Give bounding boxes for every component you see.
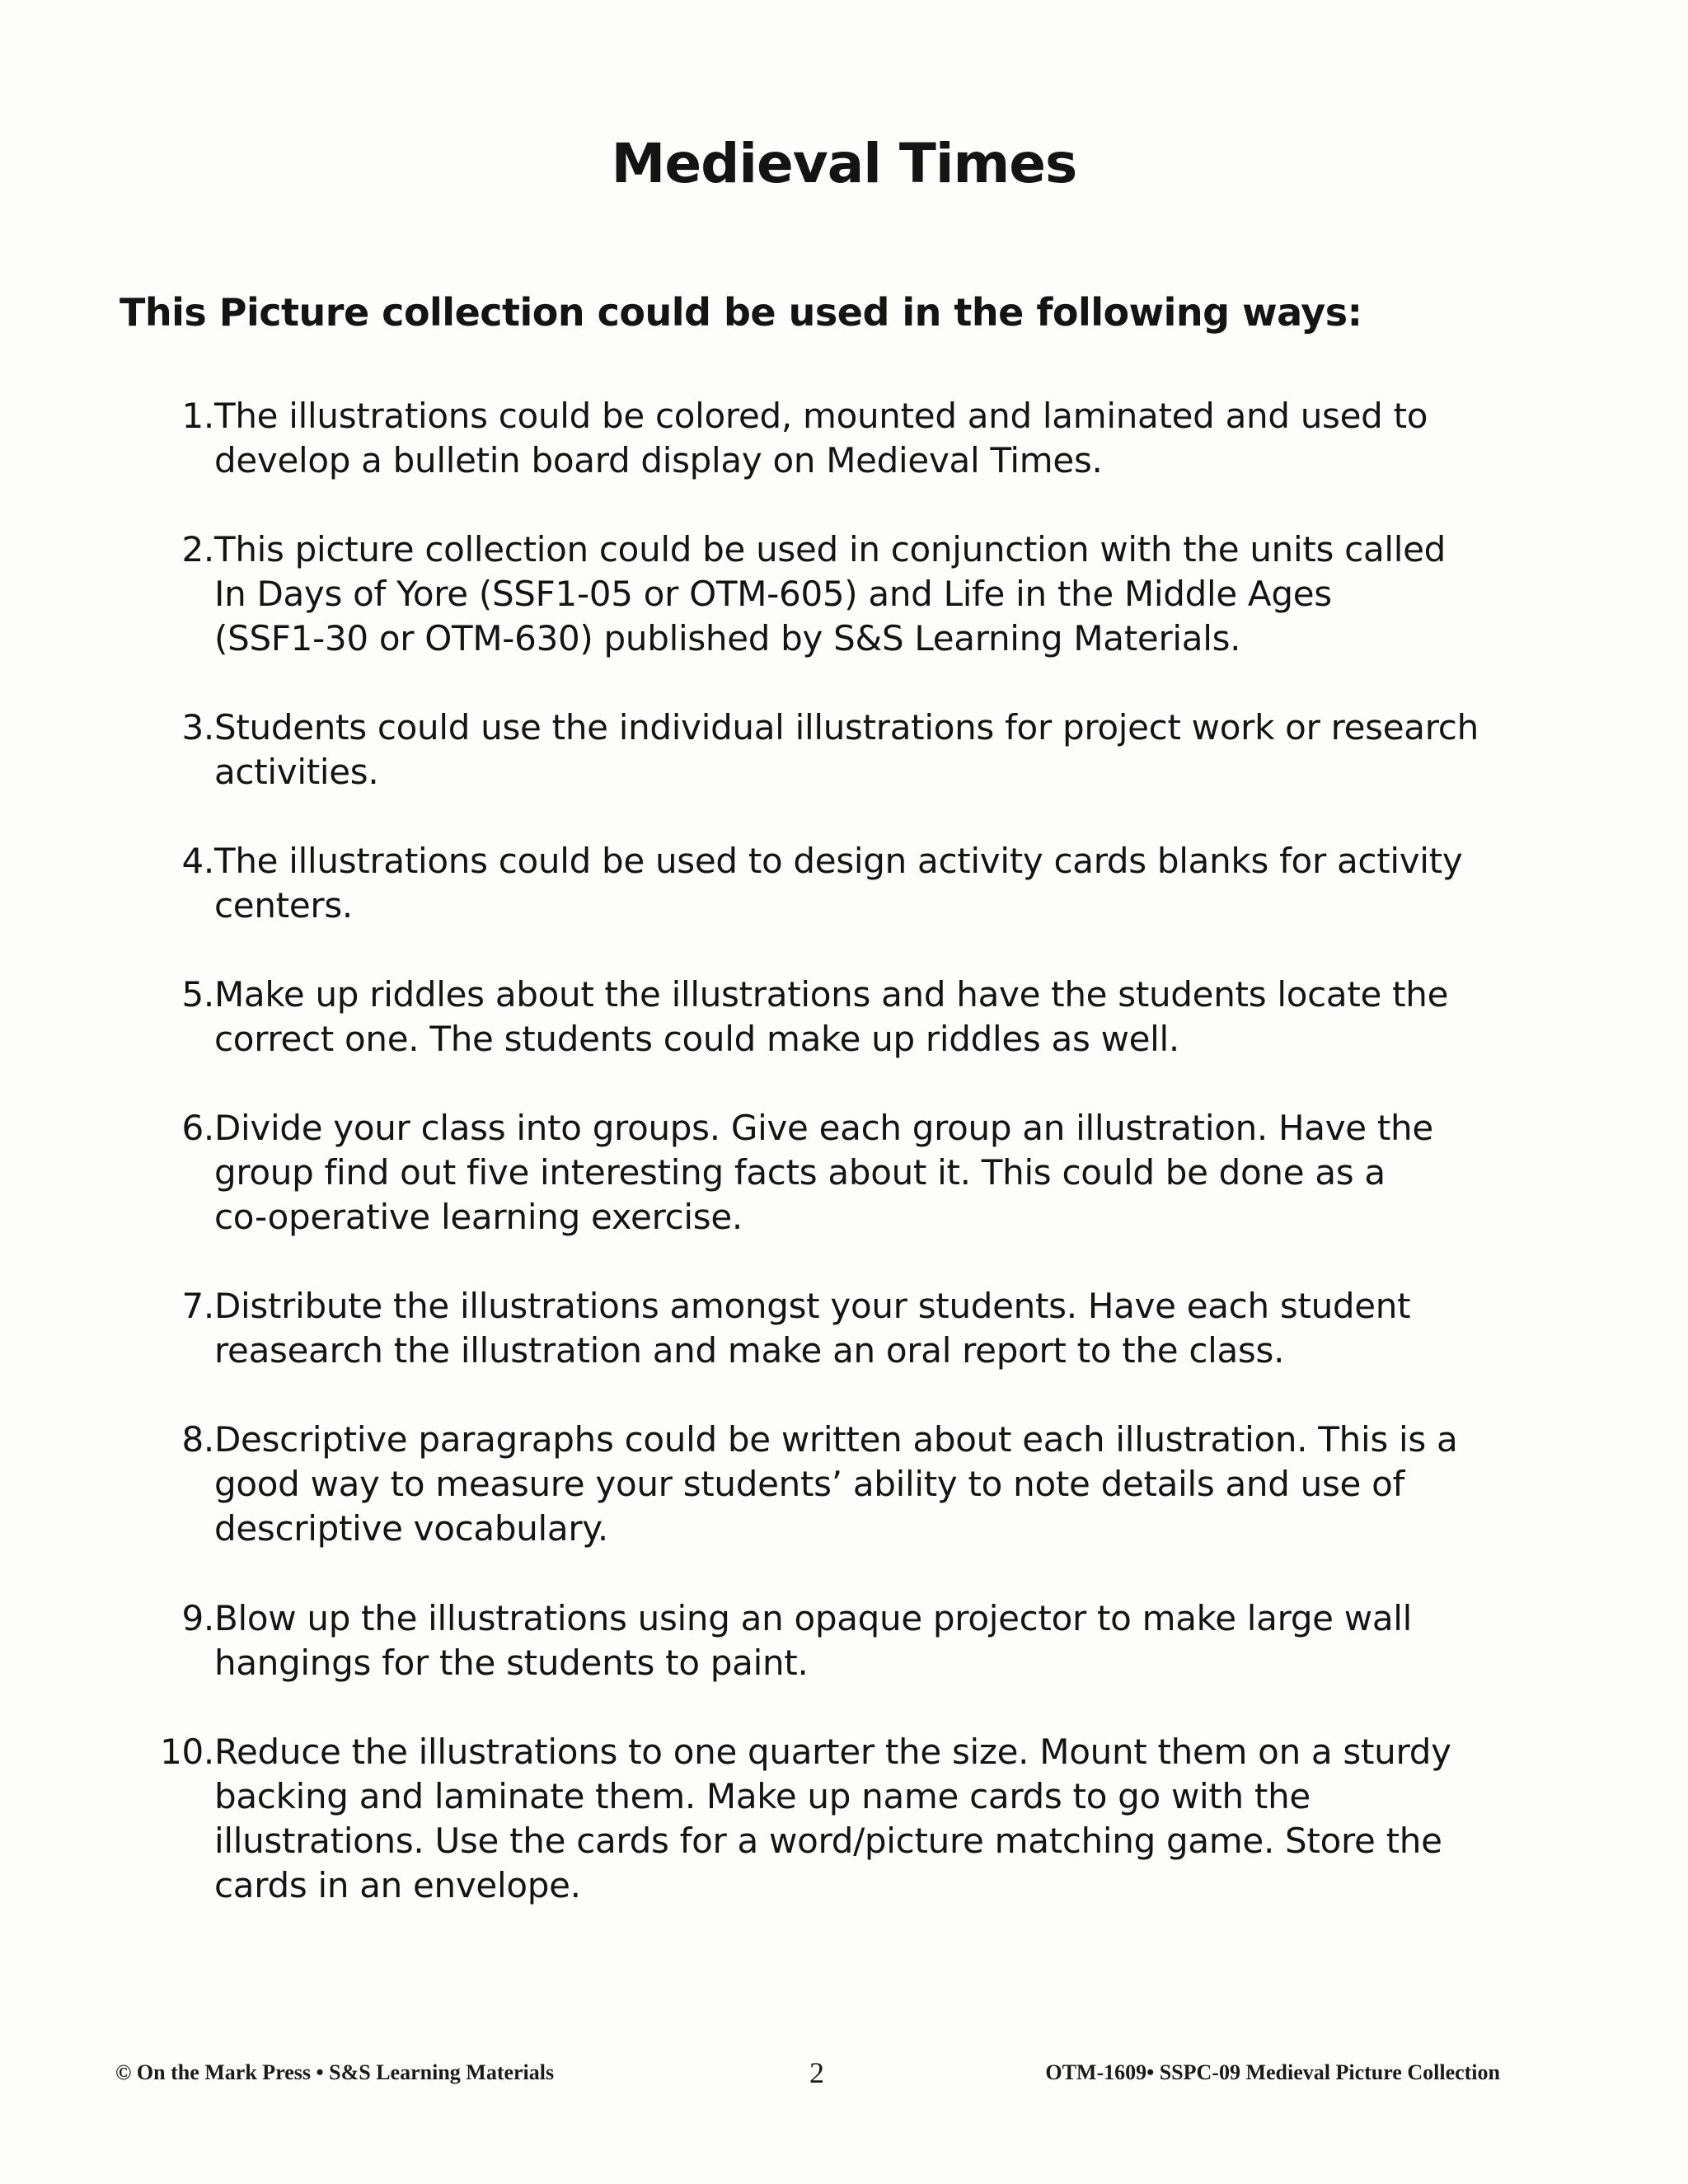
list-item-number: 4. <box>181 841 214 881</box>
list-item-text <box>214 1106 1533 1240</box>
list-item-text <box>214 527 1533 661</box>
list-item-text <box>214 972 1533 1062</box>
text-line: In Days of Yore (SSF1-05 or OTM-605) and Life in the Middle Ages <box>214 574 1332 614</box>
text-line: illustrations. Use the cards for a word/picture matching game. Store the <box>214 1821 1442 1861</box>
list-item-number: 2. <box>181 529 214 569</box>
page-title: Medieval Times <box>611 132 1077 195</box>
text-line: Descriptive paragraphs could be written about each illustration. This is a <box>214 1419 1458 1460</box>
text-line: descriptive vocabulary. <box>214 1508 608 1549</box>
text-line: (SSF1-30 or OTM-630) published by S&S Learning Materials. <box>214 618 1241 658</box>
text-line: Make up riddles about the illustrations and have the students locate the <box>214 974 1449 1015</box>
text-line: backing and laminate them. Make up name cards to go with the <box>214 1776 1311 1816</box>
text-line: The illustrations could be used to design activity cards blanks for activity <box>214 841 1463 881</box>
footer-publisher: © On the Mark Press • S&S Learning Materials <box>115 2060 555 2084</box>
list-item-text <box>214 839 1533 928</box>
text-line: reasearch the illustration and make an oral report to the class. <box>214 1330 1285 1371</box>
list-item-number: 5. <box>181 974 214 1015</box>
text-line: Reduce the illustrations to one quarter the size. Mount them on a sturdy <box>214 1732 1451 1772</box>
text-line: co-operative learning exercise. <box>214 1197 743 1237</box>
list-item-text <box>214 705 1533 794</box>
text-line: Students could use the individual illustrations for project work or research <box>214 707 1479 748</box>
list-item-number: 9. <box>181 1598 214 1638</box>
list-item-number: 1. <box>181 396 214 436</box>
list-item-text <box>214 1418 1533 1551</box>
list-item-text <box>214 394 1533 483</box>
list-item-text <box>214 1730 1533 1908</box>
text-line: centers. <box>214 885 353 926</box>
footer-product-code: OTM-1609• SSPC-09 Medieval Picture Collection <box>1045 2060 1500 2084</box>
list-item-number: 8. <box>181 1419 214 1460</box>
list-item-number: 6. <box>181 1108 214 1148</box>
text-line: correct one. The students could make up riddles as well. <box>214 1019 1179 1059</box>
list-item-number: 10. <box>160 1732 214 1772</box>
text-line: hangings for the students to paint. <box>214 1643 809 1683</box>
list-item-number: 3. <box>181 707 214 748</box>
list-item-text <box>214 1284 1533 1373</box>
text-line: activities. <box>214 752 379 792</box>
text-line: This picture collection could be used in conjunction with the units called <box>214 529 1447 569</box>
text-line: The illustrations could be colored, mounted and laminated and used to <box>214 396 1428 436</box>
list-item-text <box>214 1596 1533 1685</box>
text-line: Divide your class into groups. Give each group an illustration. Have the <box>214 1108 1433 1148</box>
text-line: cards in an envelope. <box>214 1865 581 1905</box>
list-item-number: 7. <box>181 1286 214 1326</box>
page-number: 2 <box>809 2056 824 2089</box>
text-line: good way to measure your students’ ability to note details and use of <box>214 1464 1405 1504</box>
text-line: group find out five interesting facts about it. This could be done as a <box>214 1152 1386 1193</box>
text-line: develop a bulletin board display on Medieval Times. <box>214 440 1103 480</box>
page-footer <box>115 2056 1500 2093</box>
text-line: Distribute the illustrations amongst your students. Have each student <box>214 1286 1411 1326</box>
section-heading: This Picture collection could be used in the following ways: <box>120 290 1362 335</box>
text-line: Blow up the illustrations using an opaque projector to make large wall <box>214 1598 1412 1638</box>
